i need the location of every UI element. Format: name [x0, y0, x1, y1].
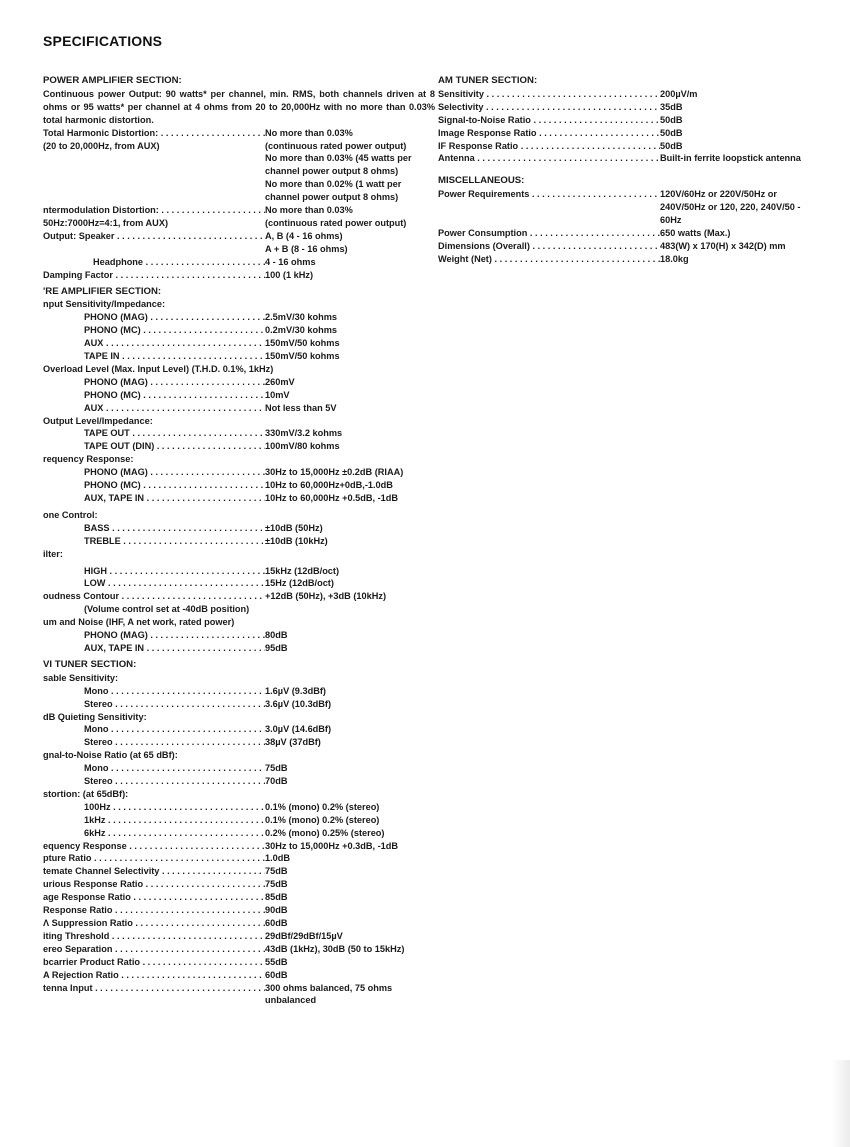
spec-row: [43, 698, 435, 711]
spec-row: [43, 943, 435, 956]
spec-value: 75dB: [265, 879, 288, 890]
spec-row: [43, 969, 435, 982]
spec-row: [43, 629, 435, 642]
spec-row: [43, 878, 435, 891]
spec-value: 260mV: [265, 376, 295, 387]
spec-row: [43, 337, 435, 350]
spec-value: 80dB: [265, 630, 288, 641]
spec-label: TAPE OUT: [84, 428, 130, 439]
spec-value: 95dB: [265, 642, 288, 653]
tone-control-heading: one Control:: [43, 509, 98, 520]
spec-row: [43, 535, 435, 548]
spec-label: Image Response Ratio: [438, 127, 537, 138]
page-title: SPECIFICATIONS: [43, 33, 163, 49]
spec-value: A, B (4 - 16 ohms): [265, 230, 343, 241]
usable-sensitivity-heading: sable Sensitivity:: [43, 672, 119, 683]
spec-row: [43, 956, 435, 969]
spec-value: 60dB: [265, 969, 288, 980]
spec-value: 0.2% (mono) 0.25% (stereo): [265, 827, 385, 838]
spec-value-continued: A + B (8 - 16 ohms): [265, 243, 348, 254]
spec-row: [43, 736, 435, 749]
spec-row: [43, 479, 435, 492]
spec-value: ±10dB (10kHz): [265, 535, 328, 546]
spec-value: 55dB: [265, 956, 288, 967]
spec-value: 60dB: [265, 918, 288, 928]
scan-edge-shadow: [832, 1060, 850, 1147]
spec-value: 3.0µV (14.6dBf): [265, 724, 332, 735]
continuous-power-text: Continuous power Output: 90 watts* per channel, min. RMS, both channels driven at 8 ohms or 95 watts* per channel at 4 ohms from 20 to 20,000Hz with no more than 0.03% total harmonic distortion.: [43, 88, 435, 125]
hum-noise-specs: [43, 629, 435, 655]
spec-value: 200µV/m: [660, 88, 698, 99]
spec-row: [43, 865, 435, 878]
spec-row: [43, 217, 435, 230]
spec-value: 120V/60Hz or 220V/50Hz or 240V/50Hz or 120, 220, 240V/50 - 60Hz: [660, 189, 801, 226]
output-level-specs: [43, 427, 435, 453]
spec-value: Built-in ferrite loopstick antenna: [660, 153, 801, 164]
spec-value: 300 ohms balanced, 75 ohms unbalanced: [265, 982, 393, 1006]
spec-value: 330mV/3.2 kohms: [265, 428, 343, 439]
spec-label: PHONO (MAG): [84, 467, 148, 478]
spec-label: AUX, TAPE IN: [84, 642, 145, 653]
spec-row: [43, 723, 435, 736]
output-level-heading: Output Level/Impedance:: [43, 415, 153, 426]
spec-value: 650 watts (Max.): [660, 227, 731, 238]
spec-value: 150mV/50 kohms: [265, 338, 340, 349]
spec-value: 30Hz to 15,000Hz +0.3dB, -1dB: [265, 840, 399, 851]
spec-value: 3.6µV (10.3dBf): [265, 698, 332, 709]
spec-value: ±10dB (50Hz): [265, 522, 323, 533]
usable-sensitivity-specs: [43, 685, 435, 711]
am-tuner-heading: AM TUNER SECTION:: [438, 75, 538, 86]
spec-value: Not less than 5V: [265, 402, 337, 413]
spec-value: 15Hz (12dB/oct): [265, 578, 334, 589]
spec-row: [43, 762, 435, 775]
spec-row: [43, 256, 435, 269]
spec-value: No more than 0.03%: [265, 127, 353, 138]
spec-row: [438, 227, 823, 240]
spec-value: 75dB: [265, 866, 288, 877]
spec-label: AUX: [84, 402, 104, 413]
spec-row: [43, 982, 435, 1008]
snr-specs: [43, 762, 435, 788]
spec-row: [43, 204, 435, 217]
spec-value: 0.2mV/30 kohms: [265, 325, 338, 336]
frequency-response-heading: requency Response:: [43, 454, 134, 465]
spec-row: [43, 840, 435, 853]
spec-value: 10Hz to 60,000Hz+0dB,-1.0dB: [265, 480, 393, 491]
spec-label: AUX: [84, 338, 104, 349]
spec-label: Dimensions (Overall): [438, 240, 530, 251]
spec-label: PHONO (MC): [84, 480, 141, 491]
power-amp-heading: POWER AMPLIFIER SECTION:: [43, 75, 182, 86]
spec-row: [438, 101, 823, 114]
spec-value: 90dB: [265, 905, 288, 916]
spec-label: Response Ratio: [43, 905, 113, 916]
spec-label: Antenna: [438, 153, 475, 164]
spec-row: [43, 801, 435, 814]
spec-row: [43, 427, 435, 440]
spec-label: PHONO (MAG): [84, 630, 148, 641]
spec-label: temate Channel Selectivity: [43, 866, 160, 877]
overload-specs: [43, 376, 435, 415]
spec-label: Λ Suppression Ratio: [43, 918, 133, 928]
spec-value: +12dB (50Hz), +3dB (10kHz): [265, 591, 387, 602]
spec-value: 70dB: [265, 776, 288, 787]
spec-label: HIGH: [84, 565, 107, 576]
spec-value: 100mV/80 kohms: [265, 441, 340, 452]
spec-label: age Response Ratio: [43, 892, 131, 903]
spec-label: Stereo: [84, 776, 113, 787]
spec-label: ereo Separation: [43, 943, 113, 954]
spec-label: Mono: [84, 685, 109, 696]
spec-label: PHONO (MAG): [84, 376, 148, 387]
misc-heading: MISCELLANEOUS:: [438, 175, 525, 187]
spec-value: 1.0dB: [265, 853, 291, 864]
spec-label: 1kHz: [84, 814, 106, 825]
spec-label: iting Threshold: [43, 930, 110, 941]
input-sensitivity-heading: nput Sensitivity/Impedance:: [43, 299, 166, 310]
spec-label: LOW: [84, 578, 106, 589]
spec-row: [43, 775, 435, 788]
misc-specs: [438, 188, 823, 265]
spec-row: [438, 240, 823, 253]
distortion-specs: [43, 801, 435, 840]
am-tuner-specs: [438, 88, 823, 165]
spec-label: Power Requirements: [438, 189, 530, 200]
spec-row: [438, 188, 823, 227]
spec-row: [43, 440, 435, 453]
spec-row: [43, 577, 435, 590]
spec-row: [43, 127, 435, 140]
spec-label: TAPE IN: [84, 351, 120, 362]
loudness-contour-row: [43, 590, 435, 603]
input-sensitivity-specs: [43, 311, 435, 363]
spec-row: [43, 376, 435, 389]
spec-row: [43, 492, 435, 505]
spec-label: Mono: [84, 763, 109, 774]
spec-row: [438, 127, 823, 140]
spec-row: [43, 466, 435, 479]
spec-value: 85dB: [265, 892, 288, 903]
spec-value: 483(W) x 170(H) x 342(D) mm: [660, 240, 786, 251]
loudness-note: (Volume control set at -40dB position): [84, 604, 250, 615]
snr-heading: gnal-to-Noise Ratio (at 65 dBf):: [43, 750, 178, 761]
spec-label: PHONO (MC): [84, 389, 141, 400]
spec-row: [43, 642, 435, 655]
spec-value: 100 (1 kHz): [265, 269, 314, 280]
spec-row: [438, 152, 823, 165]
spec-label: TAPE OUT (DIN): [84, 441, 155, 452]
pre-amp-heading: 'RE AMPLIFIER SECTION:: [43, 285, 162, 297]
spec-label: Power Consumption: [438, 227, 528, 238]
spec-label: Mono: [84, 724, 109, 735]
spec-row: [438, 140, 823, 153]
spec-row: [438, 253, 823, 266]
spec-value: 10Hz to 60,000Hz +0.5dB, -1dB: [265, 493, 399, 503]
spec-label: PHONO (MAG): [84, 312, 148, 323]
spec-label: (20 to 20,000Hz, from AUX): [43, 140, 160, 151]
spec-row: [43, 402, 435, 415]
power-amp-specs: [43, 127, 435, 282]
fm-tuner-specs: [43, 840, 435, 1008]
spec-label: Headphone: [93, 256, 144, 267]
spec-label: Total Harmonic Distortion:: [43, 127, 159, 138]
spec-value: 0.1% (mono) 0.2% (stereo): [265, 814, 380, 825]
spec-value-continued: No more than 0.02% (1 watt per channel power output 8 ohms): [265, 179, 402, 203]
spec-label: oudness Contour: [43, 591, 120, 602]
spec-value: 10mV: [265, 389, 290, 400]
spec-label: Selectivity: [438, 101, 484, 112]
spec-value: 29dBf/29dBf/15µV: [265, 930, 343, 941]
hum-noise-heading: um and Noise (IHF, A net work, rated power): [43, 617, 235, 628]
spec-label: pture Ratio: [43, 853, 92, 864]
spec-row: [43, 350, 435, 363]
spec-label: IF Response Ratio: [438, 140, 519, 151]
spec-label: urious Response Ratio: [43, 879, 144, 890]
quieting-sensitivity-heading: dB Quieting Sensitivity:: [43, 711, 147, 722]
spec-label: Stereo: [84, 737, 113, 748]
spec-value: 30Hz to 15,000Hz ±0.2dB (RIAA): [265, 467, 404, 478]
spec-value: 0.1% (mono) 0.2% (stereo): [265, 801, 380, 812]
spec-row: [438, 114, 823, 127]
spec-value: 18.0kg: [660, 253, 689, 264]
spec-row: [43, 324, 435, 337]
spec-label: equency Response: [43, 840, 127, 851]
spec-row: [43, 930, 435, 943]
spec-value: No more than 0.03%: [265, 205, 353, 216]
filter-heading: ilter:: [43, 548, 63, 559]
distortion-heading: stortion: (at 65dBf):: [43, 788, 129, 799]
left-column: [43, 75, 435, 1007]
spec-label: AUX, TAPE IN: [84, 493, 145, 503]
spec-row: [43, 685, 435, 698]
frequency-response-specs: [43, 466, 435, 505]
overload-heading: Overload Level (Max. Input Level) (T.H.D. 0.1%, 1kHz): [43, 363, 274, 374]
spec-value: 38µV (37dBf): [265, 737, 321, 748]
spec-value: 4 - 16 ohms: [265, 256, 316, 267]
spec-value: 50dB: [660, 140, 683, 151]
spec-label: Sensitivity: [438, 88, 484, 99]
spec-row: [43, 565, 435, 578]
spec-label: tenna Input: [43, 982, 93, 993]
spec-label: Damping Factor: [43, 269, 113, 280]
spec-value: 35dB: [660, 101, 683, 112]
spec-label: Stereo: [84, 698, 113, 709]
spec-label: bcarrier Product Ratio: [43, 956, 141, 967]
quieting-sensitivity-specs: [43, 723, 435, 749]
spec-value-continued: No more than 0.03% (45 watts per channel power output 8 ohms): [265, 153, 412, 177]
spec-row: [43, 852, 435, 865]
spec-value: 1.6µV (9.3dBf): [265, 685, 326, 696]
spec-value: 150mV/50 kohms: [265, 351, 340, 362]
spec-value: 2.5mV/30 kohms: [265, 312, 338, 323]
spec-value: (continuous rated power output): [265, 217, 407, 228]
spec-label: ntermodulation Distortion:: [43, 205, 159, 216]
spec-row: [43, 269, 435, 282]
spec-row: [43, 827, 435, 840]
fm-tuner-heading: VI TUNER SECTION:: [43, 658, 137, 670]
spec-label: BASS: [84, 522, 110, 533]
spec-value: 75dB: [265, 763, 288, 774]
spec-row: [43, 522, 435, 535]
spec-label: Signal-to-Noise Ratio: [438, 114, 531, 125]
spec-row: [43, 230, 435, 243]
spec-value: 15kHz (12dB/oct): [265, 565, 340, 576]
spec-label: Weight (Net): [438, 253, 492, 264]
spec-value: 43dB (1kHz), 30dB (50 to 15kHz): [265, 943, 405, 954]
filter-specs: [43, 565, 435, 591]
spec-row: [438, 88, 823, 101]
spec-row: [43, 311, 435, 324]
spec-row: [43, 904, 435, 917]
spec-row: [43, 140, 435, 153]
spec-label: 50Hz:7000Hz=4:1, from AUX): [43, 217, 169, 228]
spec-label: PHONO (MC): [84, 325, 141, 336]
spec-row: [43, 891, 435, 904]
spec-row: [43, 814, 435, 827]
spec-row: [43, 389, 435, 402]
spec-value: (continuous rated power output): [265, 140, 407, 151]
tone-control-specs: [43, 522, 435, 548]
spec-label: A Rejection Ratio: [43, 969, 119, 980]
spec-value: 50dB: [660, 114, 683, 125]
spec-label: 6kHz: [84, 827, 106, 838]
spec-label: 100Hz: [84, 801, 111, 812]
spec-label: Output: Speaker: [43, 230, 115, 241]
right-column: [438, 75, 823, 266]
spec-value: 50dB: [660, 127, 683, 138]
spec-label: TREBLE: [84, 535, 121, 546]
spec-row: [43, 917, 435, 930]
